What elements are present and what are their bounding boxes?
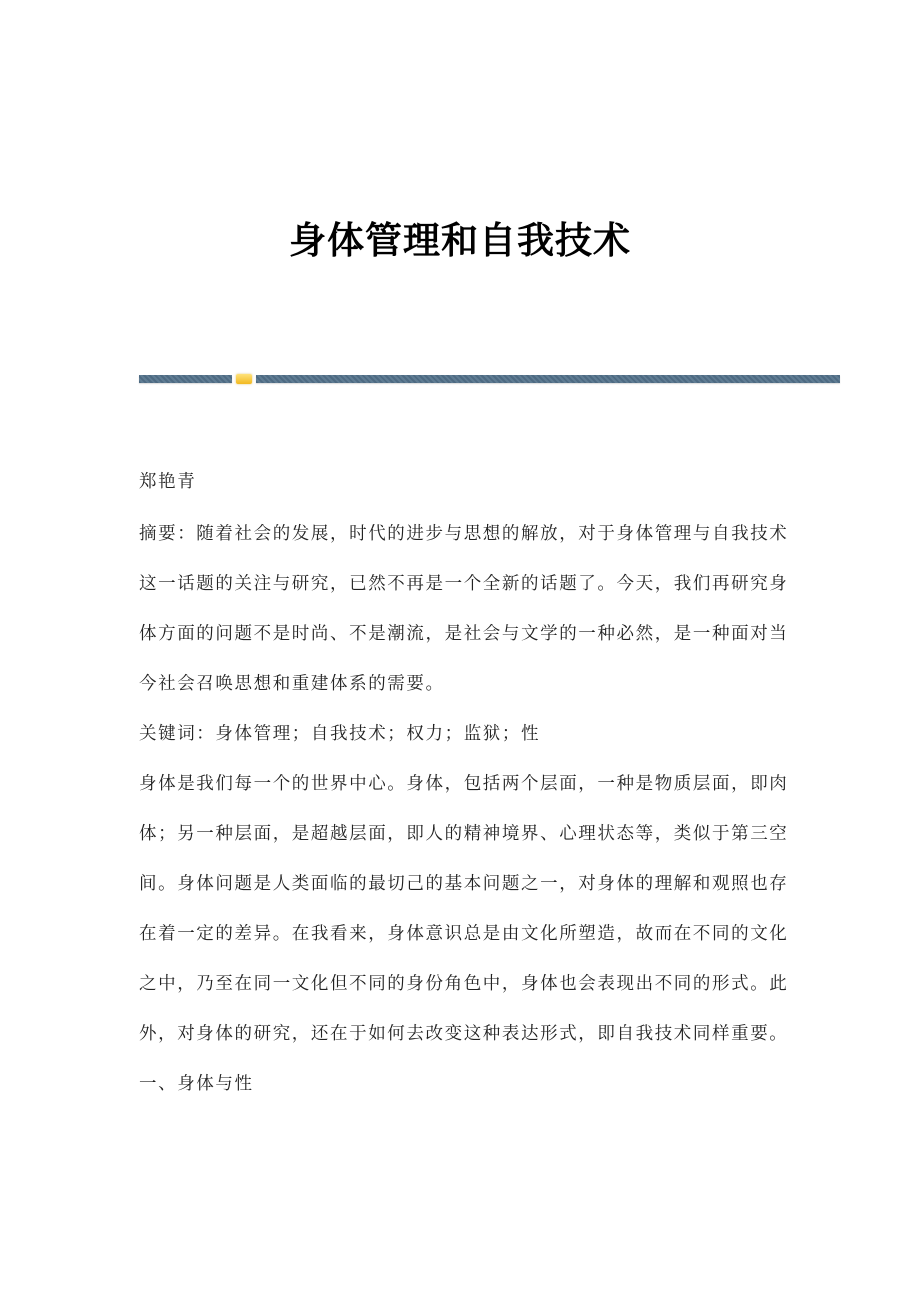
divider-bar-right <box>256 375 840 383</box>
abstract-line: 体方面的问题不是时尚、不是潮流，是社会与文学的一种必然，是一种面对当 <box>139 624 789 644</box>
abstract-line: 今社会召唤思想和重建体系的需要。 <box>139 674 445 694</box>
abstract <box>139 522 789 696</box>
abstract-line: 摘要：随着社会的发展，时代的进步与思想的解放，对于身体管理与自我技术 <box>139 524 789 544</box>
divider-marker-icon <box>236 374 252 384</box>
body-paragraph <box>139 772 789 1046</box>
page-title: 身体管理和自我技术 <box>289 219 631 262</box>
keywords: 关键词：身体管理；自我技术；权力；监狱；性 <box>139 724 541 744</box>
document-body <box>139 470 789 1096</box>
divider-bar-left <box>139 375 232 383</box>
body-line: 之中，乃至在同一文化但不同的身份角色中，身体也会表现出不同的形式。此 <box>139 974 789 994</box>
abstract-line: 这一话题的关注与研究，已然不再是一个全新的话题了。今天，我们再研究身 <box>139 574 789 594</box>
section-heading: 一、身体与性 <box>139 1074 254 1094</box>
author-name: 郑艳青 <box>139 472 197 492</box>
body-line: 外，对身体的研究，还在于如何去改变这种表达形式，即自我技术同样重要。 <box>139 1024 789 1044</box>
body-line: 体；另一种层面，是超越层面，即人的精神境界、心理状态等，类似于第三空 <box>139 824 789 844</box>
body-line: 在着一定的差异。在我看来，身体意识总是由文化所塑造，故而在不同的文化 <box>139 924 789 944</box>
body-line: 身体是我们每一个的世界中心。身体，包括两个层面，一种是物质层面，即肉 <box>139 774 789 794</box>
body-line: 间。身体问题是人类面临的最切己的基本问题之一，对身体的理解和观照也存 <box>139 874 789 894</box>
